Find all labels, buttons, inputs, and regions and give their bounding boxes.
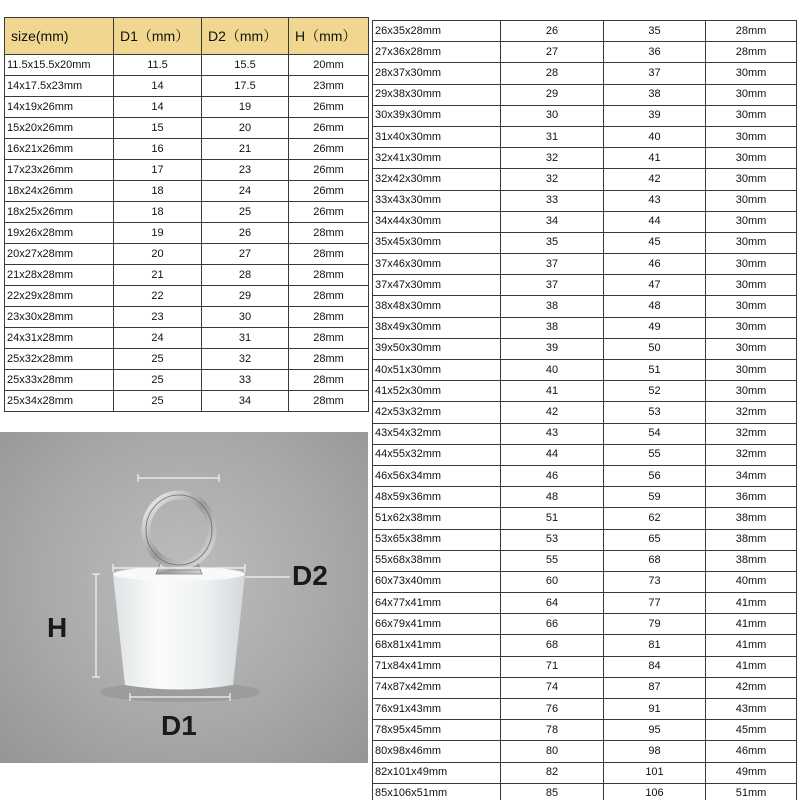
cell-size: 15x20x26mm bbox=[5, 118, 114, 139]
cell-d1: 38 bbox=[501, 296, 604, 317]
cell-h: 38mm bbox=[706, 508, 797, 529]
cell-d2: 53 bbox=[604, 402, 706, 423]
cell-size: 23x30x28mm bbox=[5, 307, 114, 328]
cell-h: 49mm bbox=[706, 762, 797, 783]
table-row bbox=[373, 550, 797, 571]
table-row bbox=[373, 360, 797, 381]
cell-d2: 65 bbox=[604, 529, 706, 550]
cell-d1: 23 bbox=[114, 307, 202, 328]
cell-d1: 76 bbox=[501, 699, 604, 720]
cell-h: 30mm bbox=[706, 84, 797, 105]
cell-d1: 32 bbox=[501, 148, 604, 169]
cell-d1: 33 bbox=[501, 190, 604, 211]
cell-size: 21x28x28mm bbox=[5, 265, 114, 286]
cell-size: 16x21x26mm bbox=[5, 139, 114, 160]
cell-size: 18x24x26mm bbox=[5, 181, 114, 202]
table-row bbox=[5, 55, 369, 76]
cell-d1: 38 bbox=[501, 317, 604, 338]
cell-size: 34x44x30mm bbox=[373, 211, 501, 232]
cell-h: 23mm bbox=[289, 76, 369, 97]
cell-h: 20mm bbox=[289, 55, 369, 76]
cell-d2: 20 bbox=[202, 118, 289, 139]
cell-size: 33x43x30mm bbox=[373, 190, 501, 211]
table-row bbox=[373, 190, 797, 211]
cell-size: 68x81x41mm bbox=[373, 635, 501, 656]
cell-size: 53x65x38mm bbox=[373, 529, 501, 550]
cell-d2: 46 bbox=[604, 254, 706, 275]
cell-d2: 45 bbox=[604, 232, 706, 253]
cell-d2: 27 bbox=[202, 244, 289, 265]
table-row bbox=[5, 244, 369, 265]
cell-d1: 29 bbox=[501, 84, 604, 105]
product-photo bbox=[0, 432, 368, 763]
cell-d2: 62 bbox=[604, 508, 706, 529]
cell-h: 26mm bbox=[289, 181, 369, 202]
cell-size: 39x50x30mm bbox=[373, 338, 501, 359]
table-row bbox=[373, 275, 797, 296]
table-row bbox=[5, 391, 369, 412]
cell-d2: 34 bbox=[202, 391, 289, 412]
table-row bbox=[373, 635, 797, 656]
cell-h: 43mm bbox=[706, 699, 797, 720]
cell-h: 30mm bbox=[706, 63, 797, 84]
table-row bbox=[5, 328, 369, 349]
cell-d2: 68 bbox=[604, 550, 706, 571]
cell-d1: 18 bbox=[114, 181, 202, 202]
cell-d1: 14 bbox=[114, 76, 202, 97]
cell-h: 26mm bbox=[289, 202, 369, 223]
table-row bbox=[373, 84, 797, 105]
cell-d2: 106 bbox=[604, 783, 706, 800]
size-table-left bbox=[4, 17, 369, 412]
cell-size: 38x48x30mm bbox=[373, 296, 501, 317]
cell-h: 28mm bbox=[289, 286, 369, 307]
cell-size: 55x68x38mm bbox=[373, 550, 501, 571]
cell-d1: 39 bbox=[501, 338, 604, 359]
cell-size: 25x34x28mm bbox=[5, 391, 114, 412]
cell-size: 37x47x30mm bbox=[373, 275, 501, 296]
cell-size: 17x23x26mm bbox=[5, 160, 114, 181]
cell-size: 66x79x41mm bbox=[373, 614, 501, 635]
table-row bbox=[373, 699, 797, 720]
header-d2: D2（mm） bbox=[202, 18, 289, 55]
d2-label: D2 bbox=[292, 560, 328, 591]
cell-size: 74x87x42mm bbox=[373, 677, 501, 698]
cell-size: 14x19x26mm bbox=[5, 97, 114, 118]
cell-h: 30mm bbox=[706, 232, 797, 253]
cell-d2: 81 bbox=[604, 635, 706, 656]
cell-size: 44x55x32mm bbox=[373, 444, 501, 465]
table-row bbox=[373, 126, 797, 147]
table-row bbox=[5, 139, 369, 160]
cell-d1: 18 bbox=[114, 202, 202, 223]
table-header-row bbox=[5, 18, 369, 55]
cell-d1: 26 bbox=[501, 21, 604, 42]
cell-h: 32mm bbox=[706, 423, 797, 444]
table-row bbox=[373, 211, 797, 232]
cell-size: 20x27x28mm bbox=[5, 244, 114, 265]
cell-d2: 59 bbox=[604, 487, 706, 508]
cell-d1: 44 bbox=[501, 444, 604, 465]
cell-h: 28mm bbox=[289, 391, 369, 412]
cell-d1: 24 bbox=[114, 328, 202, 349]
table-row bbox=[373, 720, 797, 741]
cell-d2: 31 bbox=[202, 328, 289, 349]
cell-h: 41mm bbox=[706, 593, 797, 614]
cell-d2: 101 bbox=[604, 762, 706, 783]
cell-h: 30mm bbox=[706, 381, 797, 402]
cell-d1: 82 bbox=[501, 762, 604, 783]
cell-h: 28mm bbox=[289, 244, 369, 265]
table-row bbox=[5, 370, 369, 391]
cell-size: 51x62x38mm bbox=[373, 508, 501, 529]
table-row bbox=[5, 160, 369, 181]
cell-h: 28mm bbox=[706, 42, 797, 63]
cell-size: 71x84x41mm bbox=[373, 656, 501, 677]
table-row bbox=[373, 338, 797, 359]
stopper-body bbox=[113, 574, 245, 690]
table-row bbox=[373, 783, 797, 800]
cell-d2: 43 bbox=[604, 190, 706, 211]
cell-d2: 15.5 bbox=[202, 55, 289, 76]
cell-d2: 35 bbox=[604, 21, 706, 42]
cell-h: 30mm bbox=[706, 211, 797, 232]
table-row bbox=[5, 76, 369, 97]
cell-size: 80x98x46mm bbox=[373, 741, 501, 762]
cell-h: 34mm bbox=[706, 465, 797, 486]
cell-d1: 15 bbox=[114, 118, 202, 139]
cell-d2: 48 bbox=[604, 296, 706, 317]
table-row bbox=[5, 307, 369, 328]
cell-size: 40x51x30mm bbox=[373, 360, 501, 381]
cell-h: 28mm bbox=[289, 349, 369, 370]
cell-size: 31x40x30mm bbox=[373, 126, 501, 147]
cell-d2: 28 bbox=[202, 265, 289, 286]
cell-d2: 24 bbox=[202, 181, 289, 202]
cell-size: 11.5x15.5x20mm bbox=[5, 55, 114, 76]
cell-d1: 71 bbox=[501, 656, 604, 677]
cell-size: 19x26x28mm bbox=[5, 223, 114, 244]
cell-d2: 77 bbox=[604, 593, 706, 614]
cell-h: 28mm bbox=[289, 265, 369, 286]
cell-size: 24x31x28mm bbox=[5, 328, 114, 349]
cell-size: 43x54x32mm bbox=[373, 423, 501, 444]
cell-h: 36mm bbox=[706, 487, 797, 508]
cell-h: 41mm bbox=[706, 656, 797, 677]
cell-d1: 80 bbox=[501, 741, 604, 762]
cell-size: 18x25x26mm bbox=[5, 202, 114, 223]
cell-d1: 17 bbox=[114, 160, 202, 181]
table-row bbox=[373, 741, 797, 762]
table-row bbox=[373, 232, 797, 253]
cell-h: 26mm bbox=[289, 118, 369, 139]
table-row bbox=[373, 317, 797, 338]
cell-size: 37x46x30mm bbox=[373, 254, 501, 275]
cell-size: 32x41x30mm bbox=[373, 148, 501, 169]
cell-size: 76x91x43mm bbox=[373, 699, 501, 720]
cell-h: 30mm bbox=[706, 360, 797, 381]
cell-d2: 79 bbox=[604, 614, 706, 635]
d1-label: D1 bbox=[161, 710, 197, 741]
cell-d2: 52 bbox=[604, 381, 706, 402]
cell-d1: 34 bbox=[501, 211, 604, 232]
cell-d1: 66 bbox=[501, 614, 604, 635]
header-h: H（mm） bbox=[289, 18, 369, 55]
cell-d2: 21 bbox=[202, 139, 289, 160]
cell-h: 30mm bbox=[706, 317, 797, 338]
cell-d2: 17.5 bbox=[202, 76, 289, 97]
cell-d2: 30 bbox=[202, 307, 289, 328]
table-row bbox=[373, 465, 797, 486]
cell-size: 78x95x45mm bbox=[373, 720, 501, 741]
cell-h: 28mm bbox=[289, 223, 369, 244]
cell-h: 30mm bbox=[706, 148, 797, 169]
table-row bbox=[373, 254, 797, 275]
cell-d2: 23 bbox=[202, 160, 289, 181]
cell-d1: 85 bbox=[501, 783, 604, 800]
cell-d1: 30 bbox=[501, 105, 604, 126]
cell-d1: 11.5 bbox=[114, 55, 202, 76]
table-row bbox=[5, 118, 369, 139]
cell-h: 28mm bbox=[289, 370, 369, 391]
cell-d2: 39 bbox=[604, 105, 706, 126]
table-row bbox=[373, 105, 797, 126]
cell-h: 30mm bbox=[706, 296, 797, 317]
cell-size: 41x52x30mm bbox=[373, 381, 501, 402]
cell-d1: 31 bbox=[501, 126, 604, 147]
table-row bbox=[373, 593, 797, 614]
table-row bbox=[373, 677, 797, 698]
cell-d1: 21 bbox=[114, 265, 202, 286]
cell-size: 14x17.5x23mm bbox=[5, 76, 114, 97]
cell-h: 30mm bbox=[706, 126, 797, 147]
cell-h: 38mm bbox=[706, 529, 797, 550]
cell-h: 28mm bbox=[289, 307, 369, 328]
cell-h: 30mm bbox=[706, 190, 797, 211]
cell-h: 45mm bbox=[706, 720, 797, 741]
cell-d2: 19 bbox=[202, 97, 289, 118]
cell-size: 28x37x30mm bbox=[373, 63, 501, 84]
cell-d1: 41 bbox=[501, 381, 604, 402]
cell-h: 30mm bbox=[706, 105, 797, 126]
table-row bbox=[373, 487, 797, 508]
table-row bbox=[373, 296, 797, 317]
table-row bbox=[373, 42, 797, 63]
cell-d1: 25 bbox=[114, 370, 202, 391]
cell-d2: 55 bbox=[604, 444, 706, 465]
cell-h: 30mm bbox=[706, 275, 797, 296]
cell-d1: 37 bbox=[501, 254, 604, 275]
table-row bbox=[373, 529, 797, 550]
cell-h: 30mm bbox=[706, 169, 797, 190]
cell-size: 64x77x41mm bbox=[373, 593, 501, 614]
cell-h: 42mm bbox=[706, 677, 797, 698]
cell-d2: 25 bbox=[202, 202, 289, 223]
cell-d2: 29 bbox=[202, 286, 289, 307]
cell-size: 42x53x32mm bbox=[373, 402, 501, 423]
cell-d2: 84 bbox=[604, 656, 706, 677]
cell-d1: 25 bbox=[114, 391, 202, 412]
cell-d1: 53 bbox=[501, 529, 604, 550]
header-d1: D1（mm） bbox=[114, 18, 202, 55]
cell-d2: 49 bbox=[604, 317, 706, 338]
cell-h: 32mm bbox=[706, 444, 797, 465]
cell-d2: 42 bbox=[604, 169, 706, 190]
cell-d2: 26 bbox=[202, 223, 289, 244]
cell-size: 82x101x49mm bbox=[373, 762, 501, 783]
cell-size: 48x59x36mm bbox=[373, 487, 501, 508]
table-row bbox=[373, 148, 797, 169]
table-row bbox=[373, 21, 797, 42]
table-row bbox=[373, 423, 797, 444]
cell-d1: 74 bbox=[501, 677, 604, 698]
cell-d1: 19 bbox=[114, 223, 202, 244]
cell-d2: 98 bbox=[604, 741, 706, 762]
cell-h: 51mm bbox=[706, 783, 797, 800]
cell-h: 41mm bbox=[706, 635, 797, 656]
cell-d1: 60 bbox=[501, 571, 604, 592]
h-label: H bbox=[47, 612, 68, 643]
cell-h: 32mm bbox=[706, 402, 797, 423]
cell-size: 38x49x30mm bbox=[373, 317, 501, 338]
cell-d1: 43 bbox=[501, 423, 604, 444]
cell-d2: 44 bbox=[604, 211, 706, 232]
cell-size: 22x29x28mm bbox=[5, 286, 114, 307]
cell-d1: 25 bbox=[114, 349, 202, 370]
cell-size: 32x42x30mm bbox=[373, 169, 501, 190]
table-row bbox=[373, 63, 797, 84]
cell-size: 46x56x34mm bbox=[373, 465, 501, 486]
size-table-right bbox=[372, 20, 797, 800]
cell-d1: 28 bbox=[501, 63, 604, 84]
table-row bbox=[373, 444, 797, 465]
cell-h: 38mm bbox=[706, 550, 797, 571]
cell-d1: 16 bbox=[114, 139, 202, 160]
table-row bbox=[5, 97, 369, 118]
cell-size: 26x35x28mm bbox=[373, 21, 501, 42]
table-row bbox=[5, 181, 369, 202]
cell-d1: 40 bbox=[501, 360, 604, 381]
cell-d1: 78 bbox=[501, 720, 604, 741]
cell-h: 26mm bbox=[289, 160, 369, 181]
cell-h: 46mm bbox=[706, 741, 797, 762]
cell-d1: 20 bbox=[114, 244, 202, 265]
cell-d1: 14 bbox=[114, 97, 202, 118]
cell-d2: 91 bbox=[604, 699, 706, 720]
cell-h: 26mm bbox=[289, 97, 369, 118]
cell-d2: 37 bbox=[604, 63, 706, 84]
cell-d2: 32 bbox=[202, 349, 289, 370]
table-row bbox=[373, 402, 797, 423]
table-row bbox=[373, 614, 797, 635]
table-row bbox=[373, 381, 797, 402]
cell-h: 30mm bbox=[706, 254, 797, 275]
cell-size: 35x45x30mm bbox=[373, 232, 501, 253]
cell-size: 30x39x30mm bbox=[373, 105, 501, 126]
table-row bbox=[5, 286, 369, 307]
table-row bbox=[373, 571, 797, 592]
cell-h: 41mm bbox=[706, 614, 797, 635]
header-size: size(mm) bbox=[5, 18, 114, 55]
table-row bbox=[5, 202, 369, 223]
cell-d2: 47 bbox=[604, 275, 706, 296]
table-row bbox=[5, 265, 369, 286]
cell-d1: 42 bbox=[501, 402, 604, 423]
cell-d1: 55 bbox=[501, 550, 604, 571]
table-row bbox=[5, 223, 369, 244]
cell-size: 29x38x30mm bbox=[373, 84, 501, 105]
cell-d2: 33 bbox=[202, 370, 289, 391]
cell-d2: 38 bbox=[604, 84, 706, 105]
cell-h: 28mm bbox=[706, 21, 797, 42]
cell-d1: 48 bbox=[501, 487, 604, 508]
cell-d2: 56 bbox=[604, 465, 706, 486]
cell-d2: 73 bbox=[604, 571, 706, 592]
cell-d1: 35 bbox=[501, 232, 604, 253]
cell-h: 40mm bbox=[706, 571, 797, 592]
cell-d2: 95 bbox=[604, 720, 706, 741]
cell-size: 27x36x28mm bbox=[373, 42, 501, 63]
cell-d2: 36 bbox=[604, 42, 706, 63]
cell-d1: 22 bbox=[114, 286, 202, 307]
table-row bbox=[5, 349, 369, 370]
cell-d1: 64 bbox=[501, 593, 604, 614]
cell-d2: 40 bbox=[604, 126, 706, 147]
table-row bbox=[373, 762, 797, 783]
cell-size: 60x73x40mm bbox=[373, 571, 501, 592]
cell-d1: 37 bbox=[501, 275, 604, 296]
cell-d1: 68 bbox=[501, 635, 604, 656]
table-row bbox=[373, 169, 797, 190]
cell-h: 26mm bbox=[289, 139, 369, 160]
cell-size: 25x32x28mm bbox=[5, 349, 114, 370]
cell-h: 28mm bbox=[289, 328, 369, 349]
cell-d2: 41 bbox=[604, 148, 706, 169]
cell-d1: 46 bbox=[501, 465, 604, 486]
cell-d2: 87 bbox=[604, 677, 706, 698]
cell-d1: 51 bbox=[501, 508, 604, 529]
cell-h: 30mm bbox=[706, 338, 797, 359]
cell-size: 25x33x28mm bbox=[5, 370, 114, 391]
cell-d2: 51 bbox=[604, 360, 706, 381]
cell-d1: 32 bbox=[501, 169, 604, 190]
table-row bbox=[373, 508, 797, 529]
cell-d2: 54 bbox=[604, 423, 706, 444]
table-row bbox=[373, 656, 797, 677]
cell-d2: 50 bbox=[604, 338, 706, 359]
cell-d1: 27 bbox=[501, 42, 604, 63]
cell-size: 85x106x51mm bbox=[373, 783, 501, 800]
